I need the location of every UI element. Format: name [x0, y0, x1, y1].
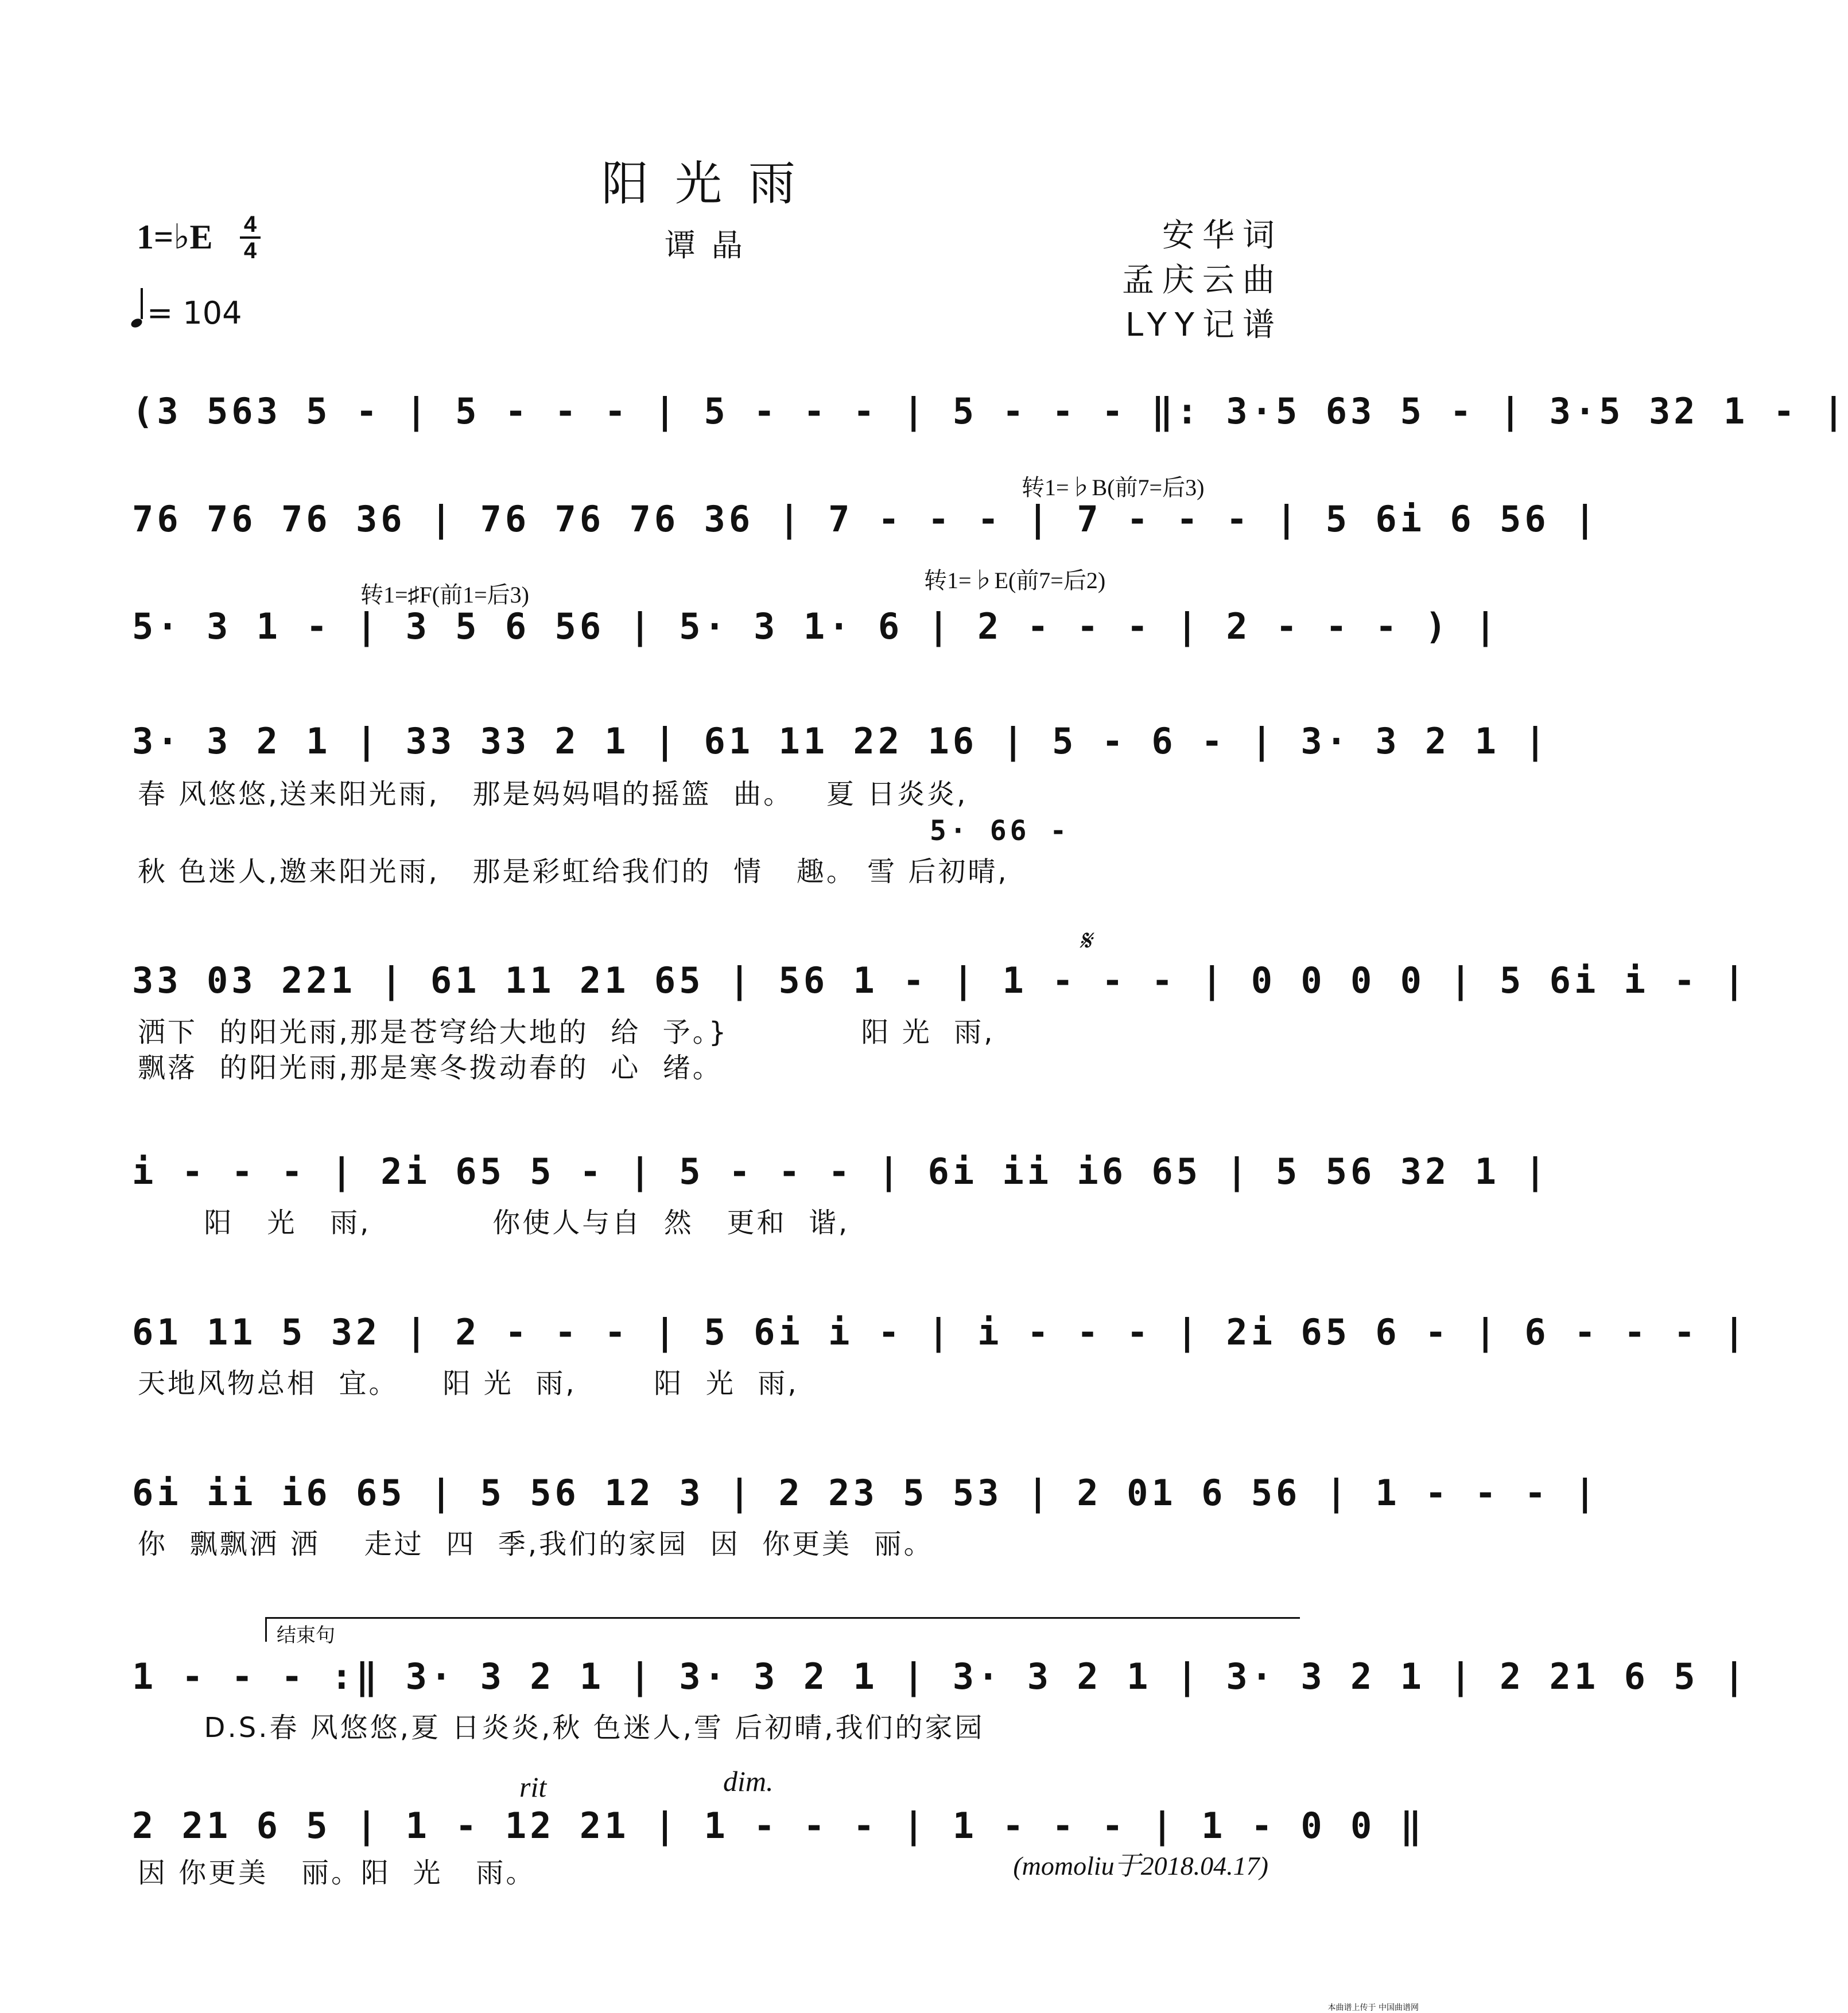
score-line-1: (3 563 5 - | 5 - - - | 5 - - - | 5 - - - ‖: 3·5 63 5 - | 3·5 32 1 - |: [132, 390, 1848, 432]
modulation-2: 转1=♯F(前1=后3): [360, 582, 530, 608]
lyric-line-6: 阳 光 雨, 你使人与自 然 更和 谐,: [138, 1207, 850, 1239]
ending-bracket: [265, 1617, 1300, 1642]
score-line-3: 5· 3 1 - | 3 5 6 56 | 5· 3 1· 6 | 2 - - - | 2 - - - ) |: [132, 605, 1500, 647]
key-signature: 1=♭E: [137, 218, 213, 256]
lyric-line-5-verse-2: 飘落 的阳光雨,那是寒冬拨动春的 心 绪。: [138, 1052, 723, 1084]
rit-marking: rit: [519, 1771, 547, 1803]
time-numerator: 4: [243, 212, 257, 237]
score-line-6: i - - - | 2i 65 5 - | 5 - - - | 6i ii i6 65 | 5 56 32 1 |: [132, 1151, 1550, 1192]
signature: (momoliu于2018.04.17): [1013, 1851, 1268, 1880]
credits: [1122, 213, 1283, 348]
ending-label: 结束句: [277, 1624, 335, 1647]
score-line-5: 33 03 221 | 61 11 21 65 | 56 1 - | 1 - - - | 0 0 0 0 | 5 6i i - |: [132, 959, 1749, 1001]
segno-icon: 𝄋: [1079, 924, 1092, 957]
lyric-line-5-verse-1: 洒下 的阳光雨,那是苍穹给大地的 给 予。} 阳 光 雨,: [138, 1016, 995, 1048]
singer: 谭晶: [665, 227, 759, 263]
score-line-10: 2 21 6 5 | 1 - 12 21 | 1 - - - | 1 - - - | 1 - 0 0 ‖: [132, 1805, 1426, 1847]
lyric-line-4-verse-1: 春 风悠悠,送来阳光雨, 那是妈妈唱的摇篮 曲。 夏 日炎炎,: [138, 778, 968, 810]
modulation-3: 转1=♭E(前7=后2): [924, 568, 1106, 593]
lyric-line-4-verse-2: 秋 色迷人,邀来阳光雨, 那是彩虹给我们的 情 趣。 雪 后初晴,: [138, 856, 1009, 888]
composer: 孟庆云曲: [1122, 262, 1283, 299]
lyric-line-10: 因 你更美 丽。阳 光 雨。: [138, 1857, 536, 1889]
score-line-8: 6i ii i6 65 | 5 56 12 3 | 2 23 5 53 | 2 01 6 56 | 1 - - - |: [132, 1472, 1599, 1514]
dim-marking: dim.: [723, 1765, 774, 1797]
alt-notes-line-4: 5· 66 -: [930, 815, 1070, 847]
footer-note: 本曲谱上传于 中国曲谱网: [1327, 2003, 1419, 2012]
tempo-value: = 104: [147, 295, 242, 331]
song-title: 阳光雨: [601, 157, 822, 211]
lyric-line-7: 天地风物总相 宜。 阳 光 雨, 阳 光 雨,: [138, 1367, 799, 1400]
score-line-9: 1 - - - :‖ 3· 3 2 1 | 3· 3 2 1 | 3· 3 2 1 | 3· 3 2 1 | 2 21 6 5 |: [132, 1656, 1749, 1697]
score-line-7: 61 11 5 32 | 2 - - - | 5 6i i - | i - - - | 2i 65 6 - | 6 - - - |: [132, 1311, 1749, 1353]
time-denominator: 4: [243, 238, 257, 263]
transcriber: LYY记谱: [1125, 306, 1283, 344]
modulation-1: 转1=♭B(前7=后3): [1022, 475, 1205, 500]
score-line-2: 76 76 76 36 | 76 76 76 36 | 7 - - - | 7 - - - | 5 6i 6 56 |: [132, 498, 1599, 540]
tempo-marking: [131, 293, 242, 331]
score-line-4: 3· 3 2 1 | 33 33 2 1 | 61 11 22 16 | 5 - 6 - | 3· 3 2 1 |: [132, 720, 1550, 762]
lyric-line-8: 你 飘飘洒 洒 走过 四 季,我们的家园 因 你更美 丽。: [138, 1528, 934, 1560]
lyricist: 安华词: [1162, 217, 1283, 254]
lyric-line-9: D.S.春 风悠悠,夏 日炎炎,秋 色迷人,雪 后初晴,我们的家园: [138, 1712, 985, 1744]
